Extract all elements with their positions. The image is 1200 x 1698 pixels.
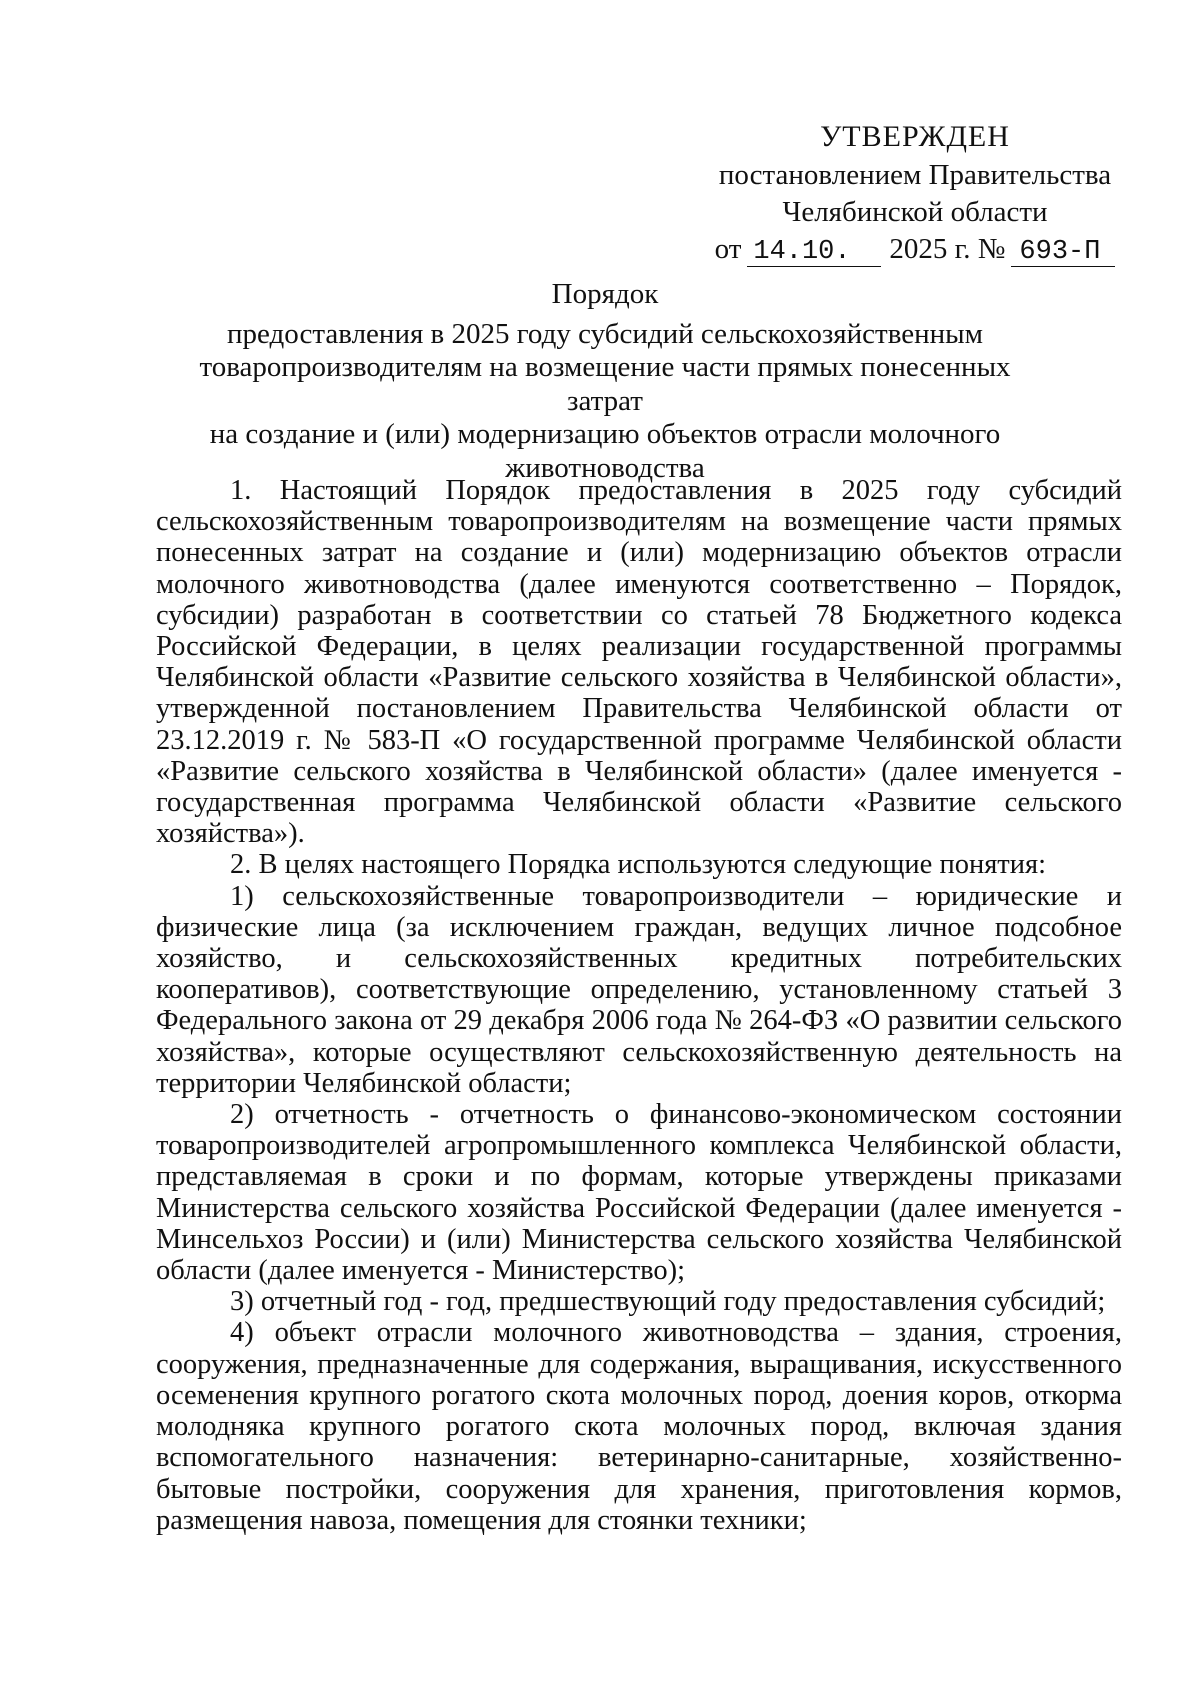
approval-block <box>700 118 1130 268</box>
title-line-4: животноводства <box>505 451 705 484</box>
document-body <box>156 475 1122 1536</box>
approval-date-line <box>700 231 1130 268</box>
title-line-1: предоставления в 2025 году субсидий сельскохозяйственным <box>227 317 983 350</box>
paragraph-1: 1. Настоящий Порядок предоставления в 2025 году субсидий сельскохозяйственным товаропроизводителям на возмещение части прямых понесенных затрат на создание и (или) модернизацию объектов отрасли молочного животноводства (далее именуются соответственно – Порядок, субсидии) разработан в соответствии со статьей 78 Бюджетного кодекса Российской Федерации, в целях реализации государственной программы Челябинской области «Развитие сельского хозяйства в Челябинской области», утвержденной постановлением Правительства Челябинской области от 23.12.2019 г. № 583-П «О государственной программе Челябинской области «Развитие сельского хозяйства в Челябинской области» (далее именуется - государственная программа Челябинской области «Развитие сельского хозяйства»). <box>156 475 1122 850</box>
date-value: 14.10. <box>747 238 881 267</box>
title-line-3: на создание и (или) модернизацию объектов отрасли молочного <box>209 418 1001 450</box>
document-title <box>160 278 1050 485</box>
year-text: 2025 г. № <box>889 233 1006 265</box>
paragraph-2-4: 4) объект отрасли молочного животноводства – здания, строения, сооружения, предназначенные для содержания, выращивания, искусственного осеменения крупного рогатого скота молочных пород, доения коров, откорма молодняка крупного рогатого скота молочных пород, включая здания вспомогательного назначения: ветеринарно-санитарные, хозяйственно-бытовые постройки, сооружения для хранения, приготовления кормов, размещения навоза, помещения для стоянки техники; <box>156 1317 1122 1536</box>
approval-line-1: постановлением Правительства <box>718 159 1112 191</box>
title-word: Порядок <box>551 278 659 310</box>
paragraph-2-2: 2) отчетность - отчетность о финансово-экономическом состоянии товаропроизводителей агропромышленного комплекса Челябинской области, представляемая в сроки и по формам, которые утверждены приказами Министерства сельского хозяйства Российской Федерации (далее именуется - Минсельхоз России) и (или) Министерства сельского хозяйства Челябинской области (далее именуется - Министерство); <box>156 1099 1122 1287</box>
paragraph-2-1: 1) сельскохозяйственные товаропроизводители – юридические и физические лица (за исключением граждан, ведущих личное подсобное хозяйство, и сельскохозяйственных кредитных потребительских кооперативов), соответствующие определению, установленному статьей 3 Федерального закона от 29 декабря 2006 года № 264-ФЗ «О развитии сельского хозяйства», которые осуществляют сельскохозяйственную деятельность на территории Челябинской области; <box>156 880 1122 1099</box>
paragraph-2-3: 3) отчетный год - год, предшествующий году предоставления субсидий; <box>230 1286 1106 1318</box>
paragraph-2: 2. В целях настоящего Порядка используются следующие понятия: <box>230 849 1047 881</box>
title-line-2: товаропроизводителям на возмещение части прямых понесенных затрат <box>199 351 1011 417</box>
document-number: 693-П <box>1011 238 1115 267</box>
date-prefix: от <box>714 233 742 265</box>
approved-heading: УТВЕРЖДЕН <box>820 120 1010 153</box>
approval-line-2: Челябинской области <box>782 196 1048 228</box>
